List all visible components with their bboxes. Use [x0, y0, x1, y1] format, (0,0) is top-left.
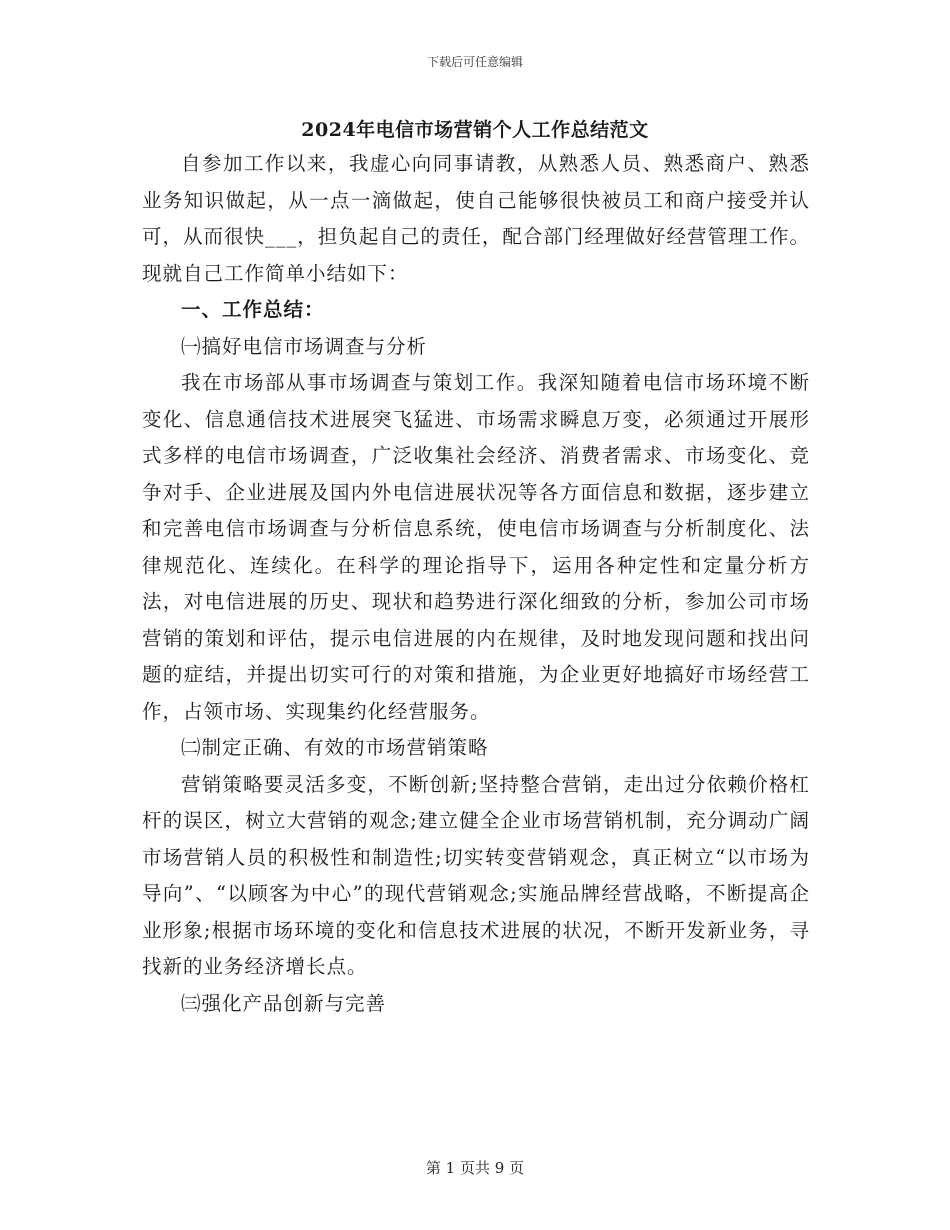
subheading-product-innovation: ㈢强化产品创新与完善 [181, 991, 387, 1015]
paragraph-intro: 自参加工作以来，我虚心向同事请教，从熟悉人员、熟悉商户、熟悉业务知识做起，从一点一滴做起，使自己能够很快被员工和商户接受并认可，从而很快___，担负起自己的责任，配合部门经理做好经营管理工作。现就自己工作简单小结如下： [142, 152, 810, 285]
page-number: 第 1 页共 9 页 [425, 1159, 525, 1177]
document-body [142, 146, 810, 1022]
paragraph-marketing-strategy: 营销策略要灵活多变，不断创新;坚持整合营销，走出过分依赖价格杠杆的误区，树立大营销的观念;建立健全企业市场营销机制，充分调动广阔市场营销人员的积极性和制造性;切实转变营销观念，真正树立“以市场为导向”、“以顾客为中心”的现代营销观念;实施品牌经营战略，不断提高企业形象;根据市场环境的变化和信息技术进展的状况，不断开发新业务，寻找新的业务经济增长点。 [142, 772, 810, 978]
subheading-marketing-strategy: ㈡制定正确、有效的市场营销策略 [181, 736, 489, 759]
section-heading-work-summary: 一、工作总结： [181, 298, 325, 321]
subheading-market-research: ㈠搞好电信市场调查与分析 [181, 334, 428, 358]
header-note: 下载后可任意编辑 [426, 55, 523, 69]
paragraph-market-research: 我在市场部从事市场调查与策划工作。我深知随着电信市场环境不断变化、信息通信技术进展突飞猛进、市场需求瞬息万变，必须通过开展形式多样的电信市场调查，广泛收集社会经济、消费者需求、市场变化、竞争对手、企业进展及国内外电信进展状况等各方面信息和数据，逐步建立和完善电信市场调查与分析信息系统，使电信市场调查与分析制度化、法律规范化、连续化。在科学的理论指导下，运用各种定性和定量分析方法，对电信进展的历史、现状和趋势进行深化细致的分析，参加公司市场营销的策划和评估，提示电信进展的内在规律，及时地发现问题和找出问题的症结，并提出切实可行的对策和措施，为企业更好地搞好市场经营工作，占领市场、实现集约化经营服务。 [142, 371, 810, 723]
document-title: 2024年电信市场营销个人工作总结范文 [301, 119, 649, 141]
